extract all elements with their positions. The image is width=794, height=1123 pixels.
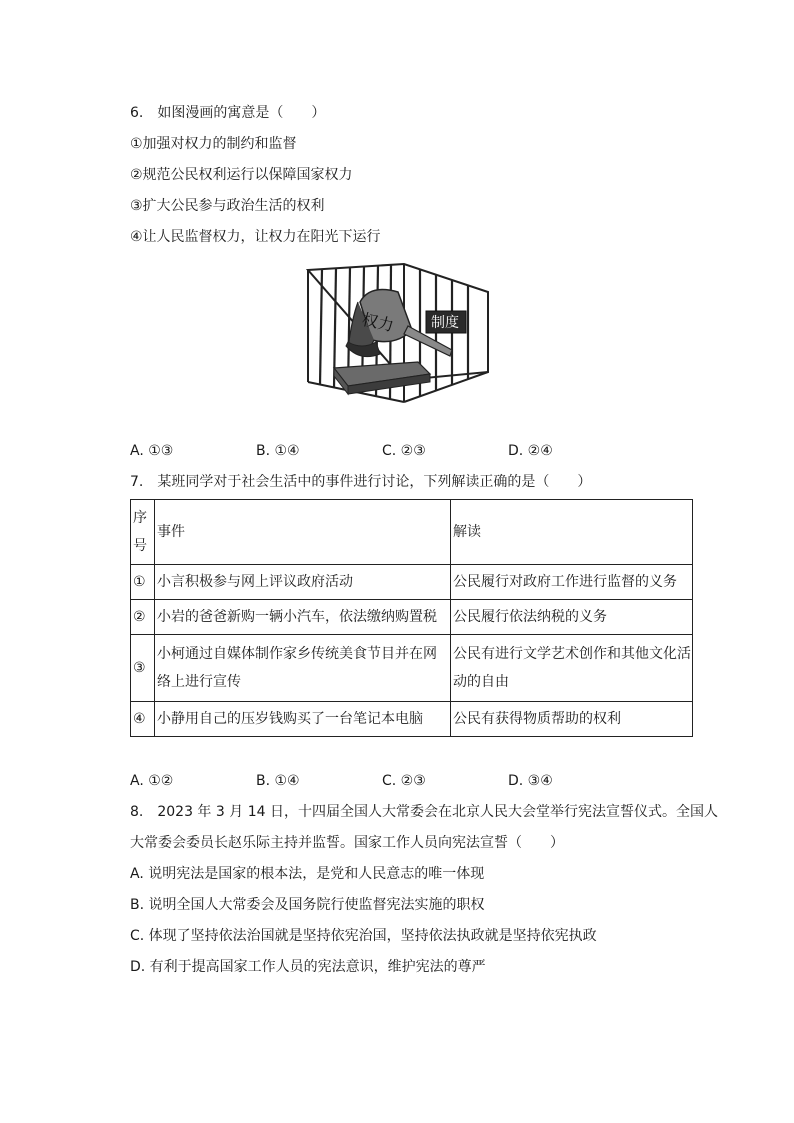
- table-header-interpretation: 解读: [451, 500, 693, 565]
- q6-stem: 6. 如图漫画的寓意是（ ）: [130, 105, 326, 121]
- q6-option-d[interactable]: D. ②④: [508, 443, 553, 459]
- table-cell-interpretation: 公民有进行文学艺术创作和其他文化活动的自由: [451, 635, 693, 702]
- q8-stem-line-1: 8. 2023 年 3 月 14 日，十四届全国人大常委会在北京人民大会堂举行宪法宣誓仪式。全国人: [130, 804, 718, 820]
- q6-statement-2: ②规范公民权利运行以保障国家权力: [130, 167, 353, 183]
- table-cell-event: 小柯通过自媒体制作家乡传统美食节目并在网络上进行宣传: [155, 635, 451, 702]
- q6-cartoon-cage-gavel: [300, 262, 490, 412]
- q8-option-b[interactable]: B. 说明全国人大常委会及国务院行使监督宪法实施的职权: [130, 897, 485, 913]
- q8-option-c[interactable]: C. 体现了坚持依法治国就是坚持依宪治国，坚持依法执政就是坚持依宪执政: [130, 928, 597, 944]
- table-cell-event: 小言积极参与网上评议政府活动: [155, 565, 451, 600]
- q7-option-d[interactable]: D. ③④: [508, 773, 553, 789]
- table-cell-index: ②: [131, 600, 155, 635]
- q6-option-c[interactable]: C. ②③: [382, 443, 426, 459]
- table-cell-interpretation: 公民履行对政府工作进行监督的义务: [451, 565, 693, 600]
- table-cell-event: 小岩的爸爸新购一辆小汽车，依法缴纳购置税: [155, 600, 451, 635]
- table-cell-index: ③: [131, 635, 155, 702]
- q7-event-table: [130, 499, 693, 737]
- table-cell-index: ④: [131, 702, 155, 737]
- q7-option-c[interactable]: C. ②③: [382, 773, 426, 789]
- table-header-index: 序号: [131, 500, 155, 565]
- table-row: [131, 635, 693, 702]
- table-header-event: 事件: [155, 500, 451, 565]
- q7-stem: 7. 某班同学对于社会生活中的事件进行讨论，下列解读正确的是（ ）: [130, 474, 592, 490]
- q7-option-b[interactable]: B. ①④: [256, 773, 300, 789]
- table-cell-event: 小静用自己的压岁钱购买了一台笔记本电脑: [155, 702, 451, 737]
- q8-stem-line-2: 大常委会委员长赵乐际主持并监誓。国家工作人员向宪法宣誓（ ）: [130, 835, 564, 851]
- q8-option-a[interactable]: A. 说明宪法是国家的根本法，是党和人民意志的唯一体现: [130, 866, 485, 882]
- q7-option-a[interactable]: A. ①②: [130, 773, 174, 789]
- q6-cartoon-label-power: 权力: [360, 309, 396, 336]
- table-row: [131, 565, 693, 600]
- q6-option-b[interactable]: B. ①④: [256, 443, 300, 459]
- table-cell-interpretation: 公民有获得物质帮助的权利: [451, 702, 693, 737]
- q6-statement-3: ③扩大公民参与政治生活的权利: [130, 198, 325, 214]
- q6-statement-4: ④让人民监督权力，让权力在阳光下运行: [130, 229, 381, 245]
- table-row: [131, 702, 693, 737]
- table-row: [131, 600, 693, 635]
- q6-statement-1: ①加强对权力的制约和监督: [130, 136, 297, 152]
- q6-option-a[interactable]: A. ①③: [130, 443, 174, 459]
- table-cell-index: ①: [131, 565, 155, 600]
- q8-option-d[interactable]: D. 有利于提高国家工作人员的宪法意识，维护宪法的尊严: [130, 959, 486, 975]
- table-header-row: [131, 500, 693, 565]
- q6-cartoon-label-system: 制度: [431, 315, 459, 331]
- table-cell-interpretation: 公民履行依法纳税的义务: [451, 600, 693, 635]
